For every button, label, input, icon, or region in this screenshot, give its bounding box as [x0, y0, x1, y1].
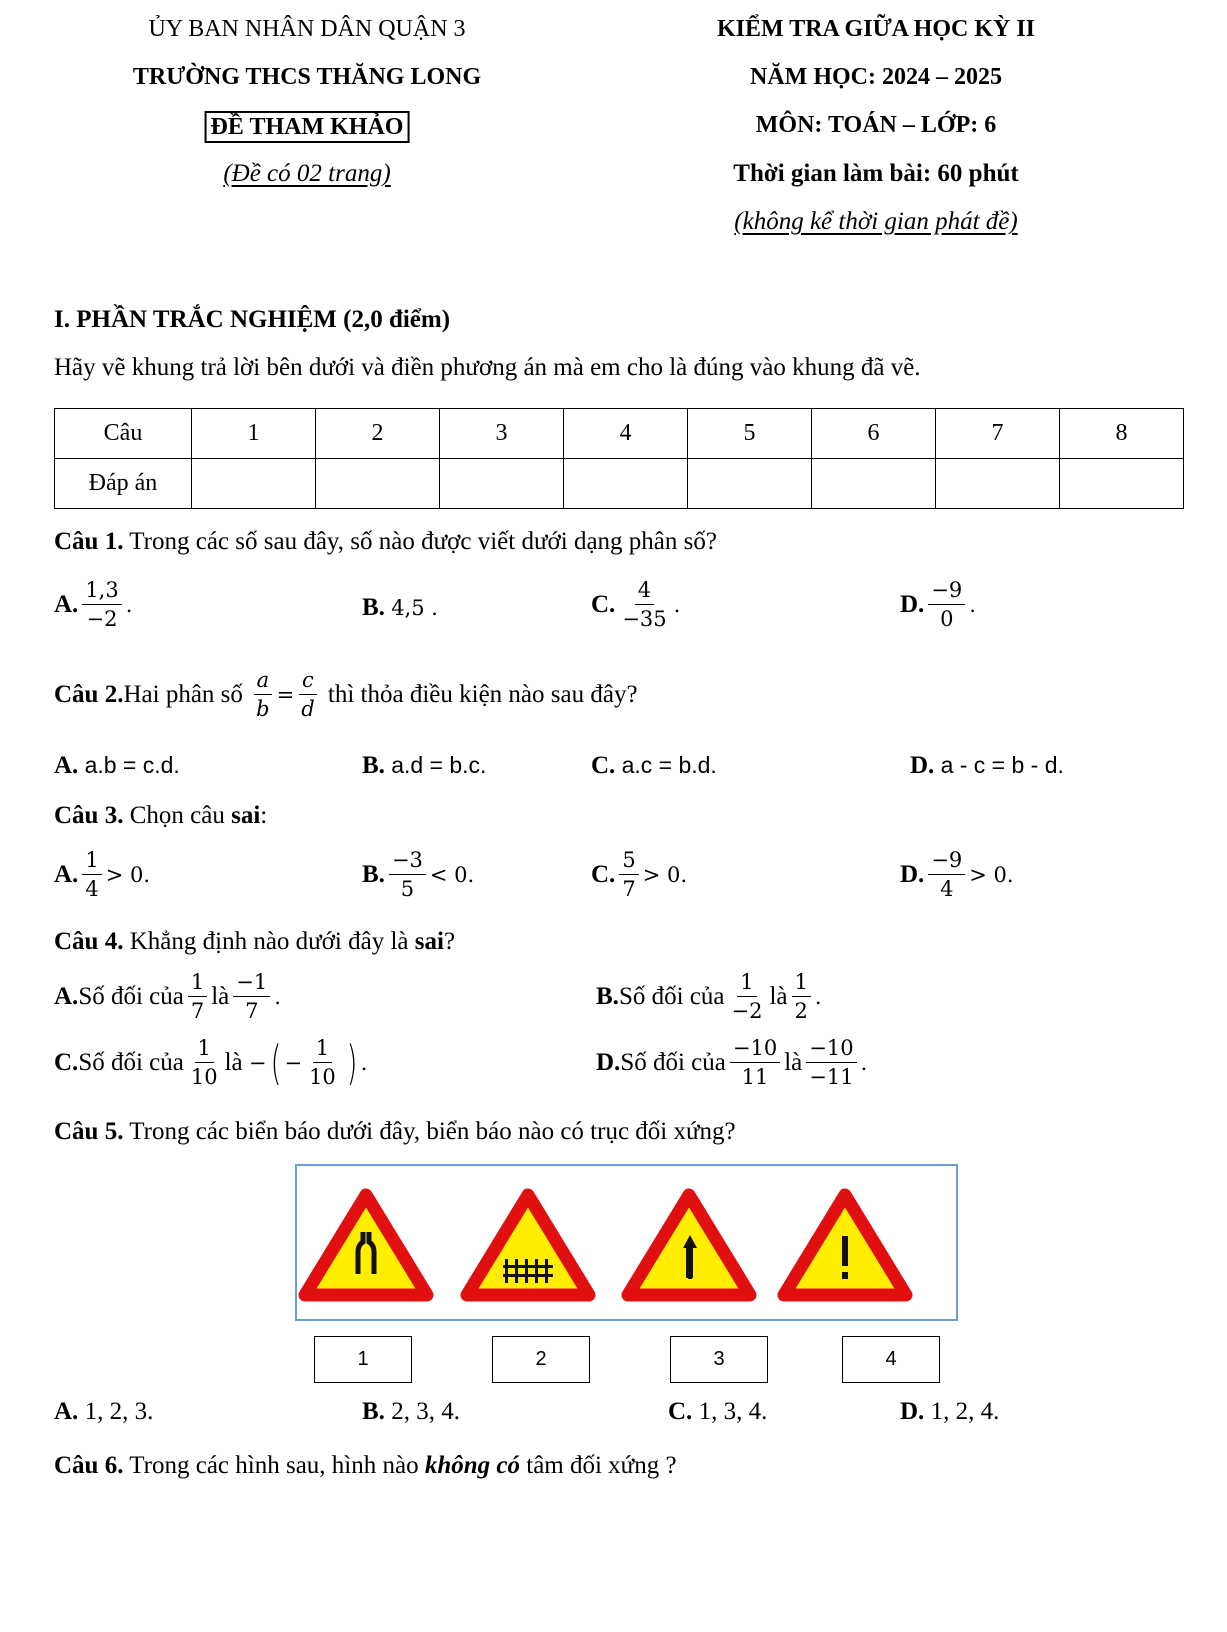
q2-option-c: C. a.c = b.d.: [591, 752, 717, 779]
sign-label-3: 3: [670, 1336, 768, 1383]
answer-table-label-question: Câu: [55, 409, 192, 459]
q1-option-b-value: 4,5 .: [391, 596, 438, 620]
answer-table-col-8: 8: [1060, 409, 1184, 459]
q4-option-a: A. Số đối của 1 7 là −1 7 .: [54, 970, 281, 1023]
q1-option-a-label: A.: [54, 590, 79, 618]
answer-cell-8[interactable]: [1060, 459, 1184, 509]
q4-option-c: C. Số đối của 1 10 là − ( − $\frac{1}{10}$ ) .: [54, 1035, 368, 1090]
answer-cell-5[interactable]: [688, 459, 812, 509]
q3-option-b: B. −3 5 < 0.: [362, 848, 475, 901]
q6-label: Câu 6.: [54, 1452, 124, 1479]
q2-option-a: A. a.b = c.d.: [54, 752, 180, 779]
q3-option-a: A. 1 4 > 0.: [54, 848, 150, 901]
q1-option-c-label: C.: [591, 590, 616, 618]
q3-label: Câu 3.: [54, 802, 124, 829]
q2-text-before: Hai phân số: [123, 680, 243, 708]
q5-option-c: C. 1, 3, 4.: [668, 1398, 768, 1425]
q1-option-c: C. 4 −35 .: [591, 578, 681, 631]
q1-label: Câu 1.: [54, 528, 124, 555]
answer-table: [54, 408, 1184, 509]
sign-warning-icon: [784, 1195, 906, 1295]
q2-option-d: D. a - c = b - d.: [910, 752, 1064, 779]
q1-option-d-label: D.: [900, 590, 925, 618]
sign-road-narrows-icon: [305, 1195, 427, 1295]
q1-text: Trong các số sau đây, số nào được viết dưới dạng phân số?: [123, 528, 717, 555]
q1-option-d: D. −9 0 .: [900, 578, 976, 631]
answer-table-col-1: 1: [192, 409, 316, 459]
q2-text-after: thì thỏa điều kiện nào sau đây?: [327, 680, 638, 708]
q1-stem: [54, 528, 717, 556]
q2-label: Câu 2.: [54, 680, 124, 708]
q1-option-b: [362, 594, 438, 622]
q2-stem: Câu 2. Hai phân số $\frac{a}{b}$ = $\frac{c}{d}$ thì thỏa điều kiện nào sau đây?: [54, 668, 638, 721]
answer-table-col-4: 4: [564, 409, 688, 459]
q1-option-b-label: B.: [362, 594, 385, 621]
q2-fraction-2: $\frac{c}{d}$: [298, 668, 317, 721]
answer-table-col-6: 6: [812, 409, 936, 459]
q3-option-d: D. −9 4 > 0.: [900, 848, 1014, 901]
q2-option-b: B. a.d = b.c.: [362, 752, 487, 779]
answer-cell-2[interactable]: [316, 459, 440, 509]
q4-option-b: B. Số đối của 1 −2 là 1 2 .: [596, 970, 822, 1023]
q1-option-a: A. 1,3 −2 .: [54, 578, 133, 631]
sign-label-2: 2: [492, 1336, 590, 1383]
answer-cell-1[interactable]: [192, 459, 316, 509]
q5-option-d: D. 1, 2, 4.: [900, 1398, 1000, 1425]
answer-table-label-answer: Đáp án: [55, 459, 192, 509]
q4-stem: Câu 4. Khẳng định nào dưới đây là sai?: [54, 928, 456, 955]
header-exam-title: KIỂM TRA GIỮA HỌC KỲ II: [716, 16, 1036, 42]
section-title: I. PHẦN TRẮC NGHIỆM (2,0 điểm): [54, 306, 451, 333]
header-duration-note: (không kể thời gian phát đề): [734, 208, 1018, 235]
answer-cell-6[interactable]: [812, 459, 936, 509]
header-duration: Thời gian làm bài: 60 phút: [733, 160, 1019, 187]
traffic-signs-frame: [295, 1164, 958, 1321]
answer-table-col-5: 5: [688, 409, 812, 459]
header-school-year: NĂM HỌC: 2024 – 2025: [750, 64, 1002, 90]
header-district: ỦY BAN NHÂN DÂN QUẬN 3: [148, 16, 466, 42]
answer-table-answer-row: [55, 459, 1184, 509]
q2-fraction-1: $\frac{a}{b}$: [253, 668, 272, 721]
q1-option-c-fraction: 4 −35: [622, 578, 667, 631]
header-school: TRƯỜNG THCS THĂNG LONG: [132, 64, 482, 90]
q5-stem: Câu 5. Trong các biển báo dưới đây, biển báo nào có trục đối xứng?: [54, 1118, 736, 1145]
sign-label-1: 1: [314, 1336, 412, 1383]
header-page-count: (Đề có 02 trang): [223, 160, 391, 187]
sign-arrow-icon: [628, 1195, 750, 1295]
answer-table-header-row: [55, 409, 1184, 459]
answer-cell-4[interactable]: [564, 459, 688, 509]
header-subject: MÔN: TOÁN – LỚP: 6: [755, 112, 997, 138]
q5-option-a: A. 1, 2, 3.: [54, 1398, 154, 1425]
answer-cell-3[interactable]: [440, 459, 564, 509]
answer-table-col-3: 3: [440, 409, 564, 459]
answer-table-col-7: 7: [936, 409, 1060, 459]
header-reference-label: ĐỀ THAM KHẢO: [205, 111, 410, 143]
q6-stem: Câu 6. Trong các hình sau, hình nào không có tâm đối xứng ?: [54, 1452, 677, 1479]
traffic-signs: [297, 1166, 956, 1319]
section-instruction: Hãy vẽ khung trả lời bên dưới và điền phương án mà em cho là đúng vào khung đã vẽ.: [54, 354, 921, 381]
q3-stem: Câu 3. Chọn câu sai:: [54, 802, 268, 829]
q4-label: Câu 4.: [54, 928, 124, 955]
q5-label: Câu 5.: [54, 1118, 124, 1145]
q5-option-b: B. 2, 3, 4.: [362, 1398, 460, 1425]
sign-railway-crossing-icon: [467, 1195, 589, 1295]
sign-label-4: 4: [842, 1336, 940, 1383]
answer-cell-7[interactable]: [936, 459, 1060, 509]
q4-option-d: D. Số đối của −10 11 là −10 −11 .: [596, 1036, 868, 1089]
q3-option-c: C. 5 7 > 0.: [591, 848, 687, 901]
q1-option-a-fraction: 1,3 −2: [82, 578, 121, 631]
q1-option-d-fraction: −9 0: [928, 578, 965, 631]
answer-table-col-2: 2: [316, 409, 440, 459]
